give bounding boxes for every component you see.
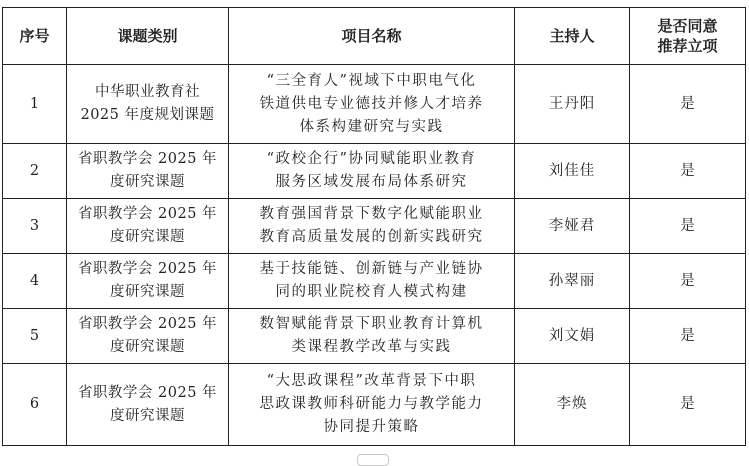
page-indicator-handle[interactable] (357, 454, 389, 466)
row-title (229, 309, 515, 364)
header-no: 序号 (3, 8, 67, 65)
header-type: 课题类别 (67, 8, 229, 65)
row-host: 孙翠丽 (515, 254, 630, 309)
row-recommend: 是 (630, 144, 746, 199)
row-type (67, 364, 229, 446)
row-no: 1 (3, 65, 67, 144)
row-title-line: “大思政课程”改革背景下中职 (266, 373, 477, 389)
row-type-line: 度研究课题 (110, 407, 185, 424)
row-host: 李焕 (515, 364, 630, 446)
row-type-line: 度研究课题 (110, 174, 185, 190)
row-type-line: 省职教学会 2025 年 (77, 384, 218, 401)
header-recommend-line2: 推荐立项 (657, 37, 718, 55)
table-row (3, 144, 746, 199)
project-table (2, 7, 746, 446)
row-title-line: 协同提升策略 (323, 419, 420, 435)
row-type (67, 199, 229, 254)
row-type-line: 度研究课题 (110, 284, 185, 300)
row-title-line: 教育高质量发展的创新实践研究 (259, 229, 484, 245)
row-title-line: 同的职业院校育人模式构建 (275, 284, 468, 300)
row-type-line: 2025 年度规划课题 (80, 107, 215, 123)
row-title-line: 思政课教师科研能力与教学能力 (259, 396, 484, 412)
row-type-line: 省职教学会 2025 年 (77, 206, 218, 222)
row-title (229, 199, 515, 254)
header-recommend (630, 8, 746, 65)
row-type (67, 144, 229, 199)
row-title-line: 数智赋能背景下职业教育计算机 (259, 316, 484, 332)
row-type (67, 254, 229, 309)
row-type-line: 省职教学会 2025 年 (77, 316, 218, 332)
table-row (3, 65, 746, 144)
row-title-line: 类课程教学改革与实践 (291, 339, 452, 355)
table-row (3, 309, 746, 364)
row-type-line: 省职教学会 2025 年 (77, 261, 218, 277)
row-title (229, 65, 515, 144)
row-type (67, 309, 229, 364)
header-recommend-line1: 是否同意 (657, 17, 718, 35)
row-host: 王丹阳 (515, 65, 630, 144)
row-host: 李娅君 (515, 199, 630, 254)
row-recommend: 是 (630, 254, 746, 309)
row-type (67, 65, 229, 144)
row-title-line: 体系构建研究与实践 (299, 118, 444, 135)
header-title: 项目名称 (229, 8, 515, 65)
header-row (3, 8, 746, 65)
table-row (3, 364, 746, 446)
row-recommend: 是 (630, 65, 746, 144)
row-recommend: 是 (630, 199, 746, 254)
row-title (229, 144, 515, 199)
header-host: 主持人 (515, 8, 630, 65)
row-no: 6 (3, 364, 67, 446)
row-type-line: 度研究课题 (110, 229, 185, 245)
row-title (229, 364, 515, 446)
row-no: 2 (3, 144, 67, 199)
row-no: 3 (3, 199, 67, 254)
row-type-line: 度研究课题 (110, 339, 185, 355)
row-no: 4 (3, 254, 67, 309)
table-row (3, 254, 746, 309)
row-type-line: 中华职业教育社 (95, 84, 200, 100)
row-host: 刘文娟 (515, 309, 630, 364)
row-no: 5 (3, 309, 67, 364)
row-title-line: “政校企行”协同赋能职业教育 (266, 151, 477, 167)
table-row (3, 199, 746, 254)
row-title-line: 铁道供电专业德技并修人才培养 (259, 95, 484, 112)
row-title-line: 基于技能链、创新链与产业链协 (259, 261, 484, 277)
row-title (229, 254, 515, 309)
row-recommend: 是 (630, 364, 746, 446)
row-title-line: 教育强国背景下数字化赋能职业 (259, 206, 484, 222)
row-title-line: “三全育人”视域下中职电气化 (266, 72, 477, 89)
row-host: 刘佳佳 (515, 144, 630, 199)
row-type-line: 省职教学会 2025 年 (77, 151, 218, 167)
row-title-line: 服务区域发展布局体系研究 (275, 174, 468, 190)
row-recommend: 是 (630, 309, 746, 364)
